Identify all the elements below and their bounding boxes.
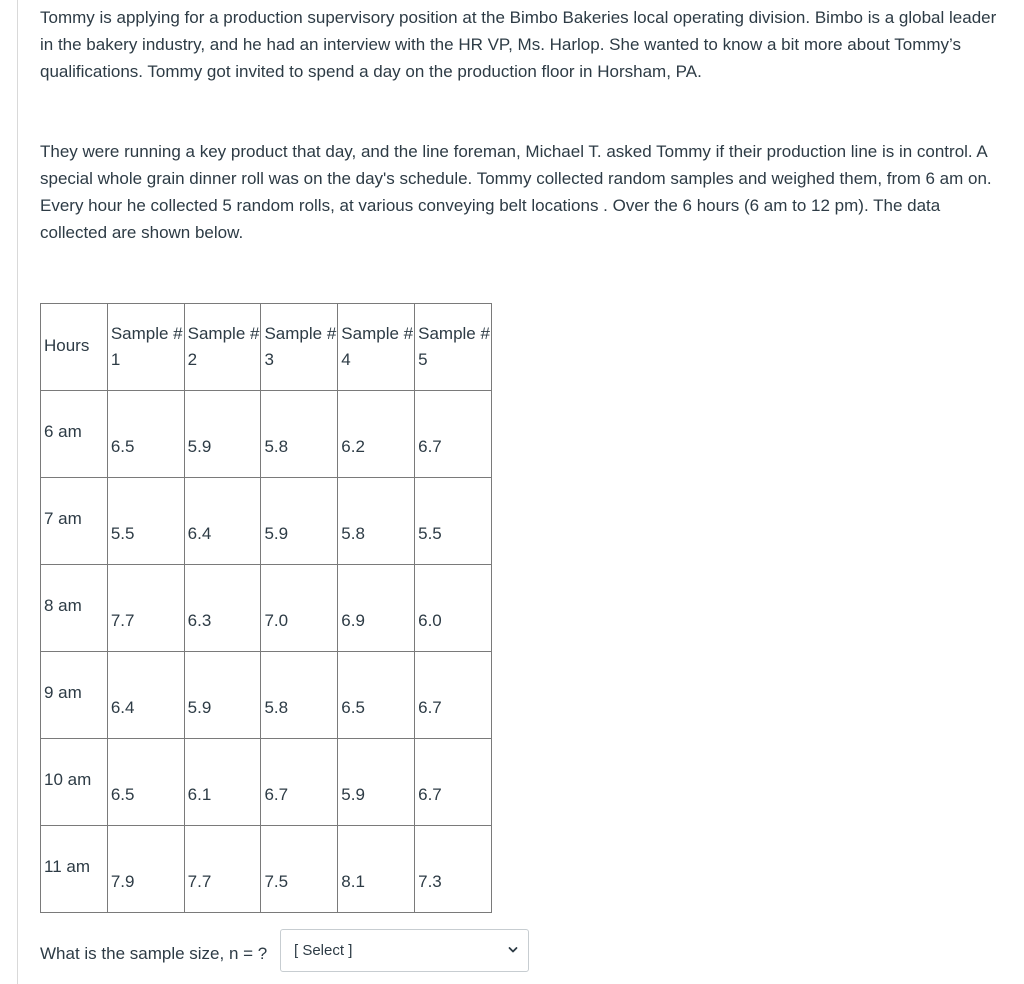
sample-value-cell: 6.5 xyxy=(107,391,184,478)
question-body xyxy=(40,4,1010,246)
sample-value-cell: 7.3 xyxy=(415,826,492,913)
hour-cell: 7 am xyxy=(41,478,108,565)
sample-value-cell: 5.9 xyxy=(184,391,261,478)
answer-select-dropdown[interactable] xyxy=(280,929,529,972)
table-header-cell: Sample # 1 xyxy=(107,304,184,391)
sample-value-cell: 6.1 xyxy=(184,739,261,826)
sample-value-cell: 5.8 xyxy=(261,652,338,739)
question-label: What is the sample size, n = ? xyxy=(40,944,268,963)
sample-value-cell: 8.1 xyxy=(338,826,415,913)
sample-size-question xyxy=(40,929,530,973)
hour-cell: 6 am xyxy=(41,391,108,478)
table-header-cell: Sample # 2 xyxy=(184,304,261,391)
hour-cell: 11 am xyxy=(41,826,108,913)
sample-value-cell: 6.7 xyxy=(261,739,338,826)
sample-value-cell: 5.9 xyxy=(338,739,415,826)
sample-value-cell: 6.3 xyxy=(184,565,261,652)
scenario-paragraph: They were running a key product that day, and the line foreman, Michael T. asked Tommy if their production line is in control. A special whole grain dinner roll was on the day's schedule. Tommy collected random samples and weighed them, from 6 am on. Every hour he collected 5 random rolls, at various conveying belt locations . Over the 6 hours (6 am to 12 pm). The data collected are shown below. xyxy=(40,142,992,242)
content-left-border xyxy=(17,0,18,984)
sample-value-cell: 5.9 xyxy=(261,478,338,565)
sample-value-cell: 7.9 xyxy=(107,826,184,913)
table-row xyxy=(41,826,492,913)
sample-value-cell: 7.0 xyxy=(261,565,338,652)
table-header-cell: Sample # 5 xyxy=(415,304,492,391)
sample-value-cell: 6.4 xyxy=(107,652,184,739)
chevron-down-icon xyxy=(508,945,518,955)
hour-cell: 10 am xyxy=(41,739,108,826)
sample-value-cell: 5.5 xyxy=(107,478,184,565)
sample-value-cell: 5.5 xyxy=(415,478,492,565)
table-row xyxy=(41,478,492,565)
table-header-cell: Sample # 3 xyxy=(261,304,338,391)
table-header-cell: Hours xyxy=(41,304,108,391)
table-row xyxy=(41,739,492,826)
sample-value-cell: 6.5 xyxy=(107,739,184,826)
table-header-row xyxy=(41,304,492,391)
hour-cell: 8 am xyxy=(41,565,108,652)
sample-value-cell: 5.8 xyxy=(261,391,338,478)
select-placeholder: [ Select ] xyxy=(294,942,353,959)
sample-value-cell: 5.8 xyxy=(338,478,415,565)
sample-value-cell: 6.7 xyxy=(415,739,492,826)
sample-value-cell: 6.2 xyxy=(338,391,415,478)
sample-value-cell: 7.7 xyxy=(107,565,184,652)
table-row xyxy=(41,565,492,652)
sample-value-cell: 5.9 xyxy=(184,652,261,739)
sample-value-cell: 6.7 xyxy=(415,652,492,739)
table-row xyxy=(41,652,492,739)
sample-data-table xyxy=(40,303,492,913)
hour-cell: 9 am xyxy=(41,652,108,739)
sample-value-cell: 7.7 xyxy=(184,826,261,913)
intro-paragraph: Tommy is applying for a production supervisory position at the Bimbo Bakeries local operating division. Bimbo is a global leader in the bakery industry, and he had an interview with the HR VP, Ms. Harlop. She wanted to know a bit more about Tommy’s qualifications. Tommy got invited to spend a day on the production floor in Horsham, PA. xyxy=(40,8,997,81)
sample-value-cell: 6.9 xyxy=(338,565,415,652)
table-row xyxy=(41,391,492,478)
sample-value-cell: 7.5 xyxy=(261,826,338,913)
sample-value-cell: 6.0 xyxy=(415,565,492,652)
sample-value-cell: 6.7 xyxy=(415,391,492,478)
sample-value-cell: 6.4 xyxy=(184,478,261,565)
sample-value-cell: 6.5 xyxy=(338,652,415,739)
table-header-cell: Sample # 4 xyxy=(338,304,415,391)
